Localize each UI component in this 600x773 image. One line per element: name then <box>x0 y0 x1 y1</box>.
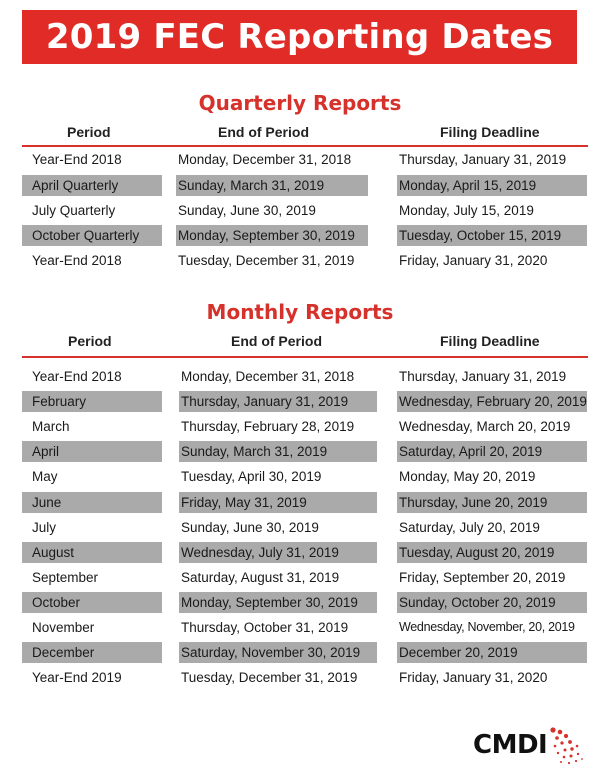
end-cell: Friday, May 31, 2019 <box>179 492 377 513</box>
end-cell: Wednesday, July 31, 2019 <box>179 542 377 563</box>
end-cell: Monday, September 30, 2019 <box>179 592 377 613</box>
monthly-header-deadline: Filing Deadline <box>440 333 540 349</box>
end-cell: Sunday, June 30, 2019 <box>178 203 316 218</box>
table-row <box>0 416 600 437</box>
deadline-cell: Saturday, April 20, 2019 <box>397 441 587 462</box>
end-cell: Tuesday, April 30, 2019 <box>181 469 322 484</box>
quarterly-header-end: End of Period <box>218 124 309 140</box>
deadline-cell: Monday, April 15, 2019 <box>397 175 587 196</box>
table-row <box>0 517 600 538</box>
table-row <box>0 149 600 170</box>
deadline-cell: Sunday, October 20, 2019 <box>397 592 587 613</box>
quarterly-divider <box>22 145 588 147</box>
table-row <box>0 642 600 663</box>
quarterly-heading: Quarterly Reports <box>198 91 402 115</box>
end-cell: Sunday, March 31, 2019 <box>179 441 377 462</box>
title-banner <box>22 10 577 64</box>
table-row <box>0 567 600 588</box>
end-cell: Tuesday, December 31, 2019 <box>178 253 355 268</box>
deadline-cell: Saturday, July 20, 2019 <box>399 520 540 535</box>
table-row <box>0 250 600 271</box>
monthly-header-period: Period <box>68 333 112 349</box>
end-cell: Monday, December 31, 2018 <box>178 152 352 167</box>
period-cell: June <box>22 492 162 513</box>
table-row <box>0 225 600 246</box>
table-row <box>0 592 600 613</box>
quarterly-header-deadline: Filing Deadline <box>440 124 540 140</box>
deadline-cell: Friday, January 31, 2020 <box>399 253 548 268</box>
quarterly-header-period: Period <box>67 124 111 140</box>
cmdi-logo <box>473 724 591 766</box>
deadline-cell: Tuesday, August 20, 2019 <box>397 542 587 563</box>
table-row <box>0 667 600 688</box>
period-cell: April <box>22 441 162 462</box>
table-row <box>0 617 600 638</box>
deadline-cell: Friday, January 31, 2020 <box>399 670 548 685</box>
table-row <box>0 175 600 196</box>
end-cell: Thursday, October 31, 2019 <box>181 620 349 635</box>
period-cell: Year-End 2018 <box>32 369 122 384</box>
page-title: 2019 FEC Reporting Dates <box>45 17 554 57</box>
end-cell: Sunday, March 31, 2019 <box>176 175 368 196</box>
table-row <box>0 200 600 221</box>
table-row <box>0 441 600 462</box>
deadline-cell: Thursday, January 31, 2019 <box>399 152 567 167</box>
period-cell: February <box>22 391 162 412</box>
period-cell: November <box>32 620 95 635</box>
deadline-cell: Monday, May 20, 2019 <box>399 469 536 484</box>
period-cell: August <box>22 542 162 563</box>
end-cell: Monday, September 30, 2019 <box>176 225 368 246</box>
deadline-cell: Monday, July 15, 2019 <box>399 203 534 218</box>
period-cell: Year-End 2018 <box>32 152 122 167</box>
period-cell: July <box>32 520 57 535</box>
monthly-header-end: End of Period <box>231 333 322 349</box>
table-row <box>0 492 600 513</box>
end-cell: Thursday, January 31, 2019 <box>179 391 377 412</box>
period-cell: December <box>22 642 162 663</box>
deadline-cell: Thursday, January 31, 2019 <box>399 369 567 384</box>
deadline-cell: Wednesday, February 20, 2019 <box>397 391 587 412</box>
period-cell: September <box>32 570 99 585</box>
dotted-swirl-icon <box>543 724 591 766</box>
period-cell: July Quarterly <box>32 203 116 218</box>
end-cell: Saturday, August 31, 2019 <box>181 570 340 585</box>
end-cell: Monday, December 31, 2018 <box>181 369 355 384</box>
period-cell: Year-End 2018 <box>32 253 122 268</box>
deadline-cell: Wednesday, March 20, 2019 <box>399 419 571 434</box>
deadline-cell: December 20, 2019 <box>397 642 587 663</box>
deadline-cell: Thursday, June 20, 2019 <box>397 492 587 513</box>
table-row <box>0 466 600 487</box>
monthly-divider <box>22 356 588 358</box>
period-cell: March <box>32 419 70 434</box>
deadline-cell: Friday, September 20, 2019 <box>399 570 566 585</box>
period-cell: October <box>22 592 162 613</box>
period-cell: April Quarterly <box>22 175 162 196</box>
table-row <box>0 542 600 563</box>
table-row <box>0 366 600 387</box>
deadline-cell: Tuesday, October 15, 2019 <box>397 225 587 246</box>
deadline-cell: Wednesday, November, 20, 2019 <box>399 620 575 634</box>
period-cell: May <box>32 469 58 484</box>
monthly-heading: Monthly Reports <box>206 300 394 324</box>
end-cell: Thursday, February 28, 2019 <box>181 419 355 434</box>
end-cell: Sunday, June 30, 2019 <box>181 520 319 535</box>
period-cell: Year-End 2019 <box>32 670 122 685</box>
end-cell: Saturday, November 30, 2019 <box>179 642 377 663</box>
table-row <box>0 391 600 412</box>
end-cell: Tuesday, December 31, 2019 <box>181 670 358 685</box>
logo-text: CMDI <box>473 730 548 760</box>
period-cell: October Quarterly <box>22 225 162 246</box>
